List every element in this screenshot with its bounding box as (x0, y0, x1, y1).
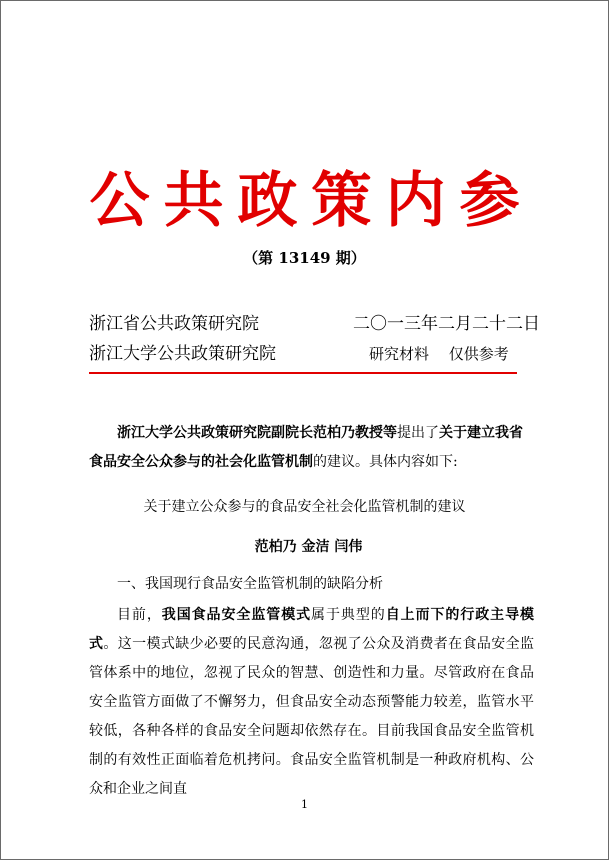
intro-paragraph (89, 419, 534, 477)
article-subtitle: 关于建立公众参与的食品安全社会化监管机制的建议 (143, 499, 466, 515)
header-date: 二〇一三年二月二十二日 (353, 314, 540, 334)
body-rest: 。这一模式缺少必要的民意沟通，忽视了公众及消费者在食品安全监管体系中的地位，忽视了民众的智慧、创造性和力量。尽管政府在食品安全监管方面做了不懈努力，但食品安全动态预警能力较差，监管水平较低，各种各样的食品安全问题却依然存在。目前我国食品安全监管机制的有效性正面临着危机拷问。食品安全监管机制是一种政府机构、公众和企业之间直 (89, 636, 535, 797)
intro-verb: 提出了 (397, 425, 439, 441)
body-bold-1: 我国食品安全监管模式 (161, 607, 312, 623)
intro-tail: 的建议。具体内容如下: (313, 454, 458, 470)
article-authors: 范柏乃 金洁 闫伟 (254, 539, 363, 555)
header-org-university: 浙江大学公共政策研究院 (89, 344, 276, 364)
page-number: 1 (301, 798, 308, 811)
intro-author: 浙江大学公共政策研究院副院长范柏乃教授等 (117, 425, 397, 441)
document-title: 公共政策内参 (89, 166, 534, 236)
body-bold-2: 自上而下的行政主导模式 (89, 607, 535, 652)
header-divider-rule (89, 372, 517, 374)
body-lead: 目前， (117, 607, 162, 623)
intro-topic: 关于建立我省食品安全公众参与的社会化监管机制 (89, 425, 523, 470)
header-note: 研究材料 仅供参考 (369, 345, 509, 363)
body-paragraph (89, 601, 534, 804)
body-mid: 属于典型的 (311, 607, 386, 623)
section-heading: 一、我国现行食品安全监管机制的缺陷分析 (117, 576, 383, 592)
header-org-provincial: 浙江省公共政策研究院 (89, 314, 259, 334)
issue-number: （第 13149 期） (243, 249, 366, 267)
